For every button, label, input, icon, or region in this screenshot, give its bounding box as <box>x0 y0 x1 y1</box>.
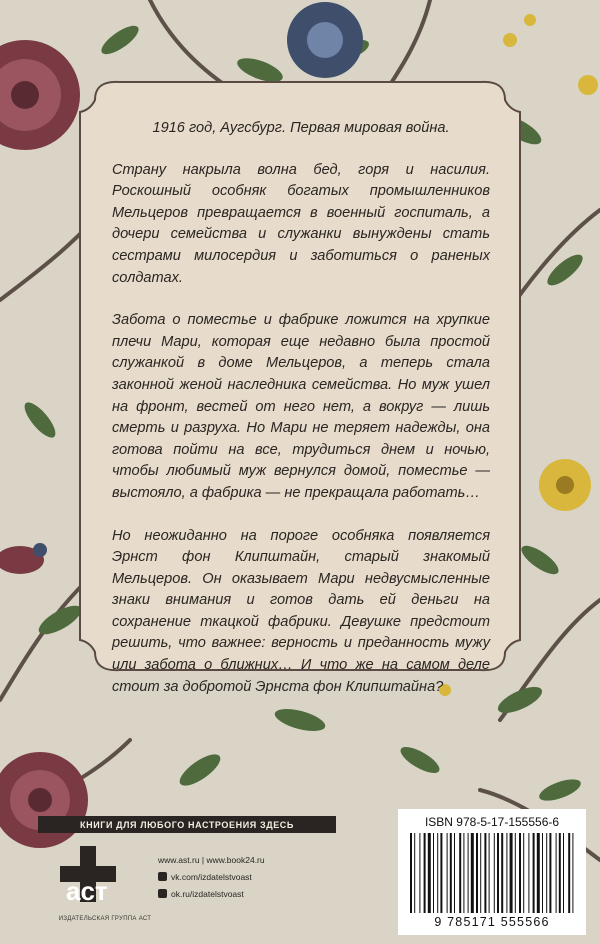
ast-logo <box>50 842 146 916</box>
barcode-bar <box>559 833 561 913</box>
barcode-bar <box>447 833 448 913</box>
barcode-bar <box>476 833 478 913</box>
barcode-digits: 9 785171 555566 <box>434 915 550 929</box>
barcode-bar <box>437 833 438 913</box>
barcode-bar <box>542 833 543 913</box>
barcode-bar <box>523 833 524 913</box>
barcode-bar <box>450 833 452 913</box>
barcode-bar <box>410 833 412 913</box>
paragraph-2: Забота о поместье и фабрике ложится на хрупкие плечи Мари, которая еще недавно была простой служанкой в доме Мельцеров, а теперь стала законной женой наследника семейства. Но муж ушел на фронт, вестей от него нет, а вокруг — лишь смерть и разруха. Но Мари не теряет надежды, она готова пойти на все, трудиться днем и ночью, чтобы любимый муж вернулся домой, поместье — выстояло, а фабрика — не прекращала работать… <box>112 312 490 501</box>
barcode-bar <box>440 833 442 913</box>
barcode-bar <box>546 833 547 913</box>
lead-line: 1916 год, Аугсбург. Первая мировая война. <box>152 120 450 136</box>
barcode <box>408 833 576 913</box>
paragraph-3: Но неожиданно на пороге особняка появляется Эрнст фон Клипштайн, старый знакомый Мельцеров. Он оказывает Мари недвусмысленные знаки внимания и готов дать ей деньги на сохранение ткацкой фабрики. Девушке предстоит решить, что важнее: верность и преданность мужу или забота о ближних… И что же на самом деле стоит за добротой Эрнста фон Клипштайна? <box>112 527 490 695</box>
barcode-bar <box>419 833 420 913</box>
barcode-bar <box>489 833 490 913</box>
barcode-bar <box>480 833 481 913</box>
barcode-bar <box>519 833 521 913</box>
paragraph-1: Страну накрыла волна бед, горя и насилия. Роскошный особняк богатых промышленников Мельцеров превращается в военный госпиталь, а дочери семейства и служанки вынуждены стать сестрами милосердия и заботиться о раненых солдатах. <box>112 161 490 286</box>
barcode-bar <box>563 833 564 913</box>
barcode-bar <box>468 833 469 913</box>
barcode-bar <box>414 833 415 913</box>
publisher-caption: ИЗДАТЕЛЬСКАЯ ГРУППА АСТ <box>58 916 152 922</box>
barcode-bar <box>501 833 503 913</box>
barcode-bar <box>471 833 474 913</box>
tagline-banner: КНИГИ ДЛЯ ЛЮБОГО НАСТРОЕНИЯ ЗДЕСЬ <box>38 816 336 833</box>
barcode-bar <box>463 833 464 913</box>
isbn-block <box>398 809 586 935</box>
ok-link[interactable]: ok.ru/izdatelstvoast <box>158 885 265 902</box>
barcode-bar <box>484 833 486 913</box>
barcode-bar <box>568 833 570 913</box>
barcode-bar <box>428 833 431 913</box>
websites[interactable]: www.ast.ru | www.book24.ru <box>158 854 265 865</box>
barcode-bar <box>506 833 507 913</box>
barcode-bar <box>528 833 529 913</box>
barcode-bar <box>556 833 557 913</box>
barcode-bar <box>454 833 455 913</box>
barcode-bar <box>433 833 434 913</box>
barcode-bar <box>572 833 573 913</box>
barcode-bar <box>515 833 516 913</box>
barcode-bar <box>497 833 499 913</box>
barcode-bar <box>537 833 540 913</box>
odnoklassniki-icon <box>158 889 167 898</box>
barcode-bar <box>549 833 551 913</box>
vk-icon <box>158 872 167 881</box>
barcode-bar <box>510 833 513 913</box>
barcode-bar <box>533 833 535 913</box>
publisher-links <box>158 851 265 902</box>
vk-link[interactable]: vk.com/izdatelstvoast <box>158 868 265 885</box>
barcode-bar <box>424 833 426 913</box>
barcode-bar <box>494 833 495 913</box>
barcode-bar <box>459 833 461 913</box>
logo-text: aст <box>66 876 108 906</box>
isbn-number: ISBN 978-5-17-155556-6 <box>424 815 560 829</box>
annotation-panel <box>112 118 490 719</box>
